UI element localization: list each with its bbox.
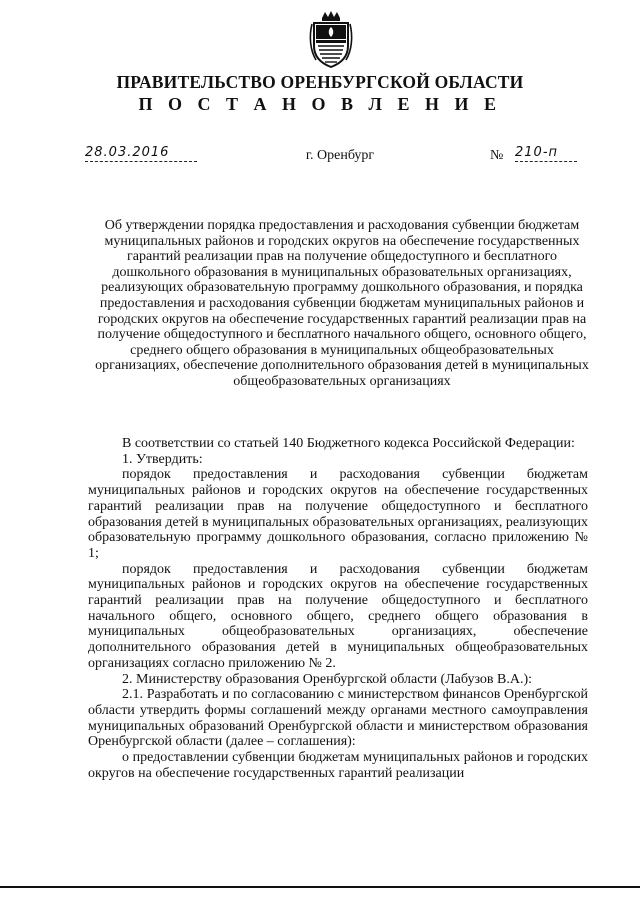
government-name: ПРАВИТЕЛЬСТВО ОРЕНБУРГСКОЙ ОБЛАСТИ [116, 72, 524, 92]
paragraph: порядок предоставления и расходования субвенции бюджетам муниципальных районов и городских округов на обеспечение государственных гарантий реализации прав на получение общедоступного и бесплатного образования детей в муниципальных образовательных организациях, реализующих образовательную программу дошкольного образования, согласно приложению № 1; [88, 467, 588, 561]
number-sign: № [490, 148, 504, 163]
decree-date: 28.03.2016 [85, 145, 197, 162]
decree-number: 210-п [515, 145, 577, 162]
document-type: П О С Т А Н О В Л Е Н И Е [138, 94, 502, 114]
city: г. Оренбург [305, 148, 375, 163]
coat-of-arms-icon [308, 10, 354, 70]
paragraph: В соответствии со статьей 140 Бюджетного кодекса Российской Федерации: [122, 436, 575, 451]
paragraph: порядок предоставления и расходования субвенции бюджетам муниципальных районов и городских округов на обеспечение государственных гарантий реализации прав на получение общедоступного и бесплатного начального общего, основного общего, среднего общего образования в муниципальных общеобразовательных организациях, обеспечение дополнительного образования детей в муниципальных общеобразовательных организациях согласно приложению № 2. [88, 561, 588, 671]
page-bottom-rule [0, 886, 640, 888]
paragraph: 2. Министерству образования Оренбургской области (Лабузов В.А.): [122, 671, 533, 687]
document-body [88, 436, 588, 781]
document-title: Об утверждении порядка предоставления и расходования субвенции бюджетам муниципальных районов и городских округов на обеспечение государственных гарантий реализации прав на получение общедоступного и бесплатного дошкольного образования в муниципальных образовательных организациях, реализующих образовательную программу дошкольного образования, и порядка предоставления и расходования субвенции бюджетам муниципальных районов и городских округов на обеспечение государственных гарантий реализации прав на получение общедоступного и бесплатного начального общего, основного общего, среднего общего образования в муниципальных общеобразовательных организациях, обеспечение дополнительного образования детей в муниципальных общеобразовательных организациях [95, 218, 589, 389]
paragraph: 2.1. Разработать и по согласованию с министерством финансов Оренбургской области утвердить формы соглашений между органами местного самоуправления муниципальных образований Оренбургской области и министерством образования Оренбургской области (далее – соглашения): [88, 687, 588, 750]
paragraph: о предоставлении субвенции бюджетам муниципальных районов и городских округов на обеспечение государственных гарантий реализации [88, 750, 588, 781]
paragraph: 1. Утвердить: [122, 451, 203, 467]
